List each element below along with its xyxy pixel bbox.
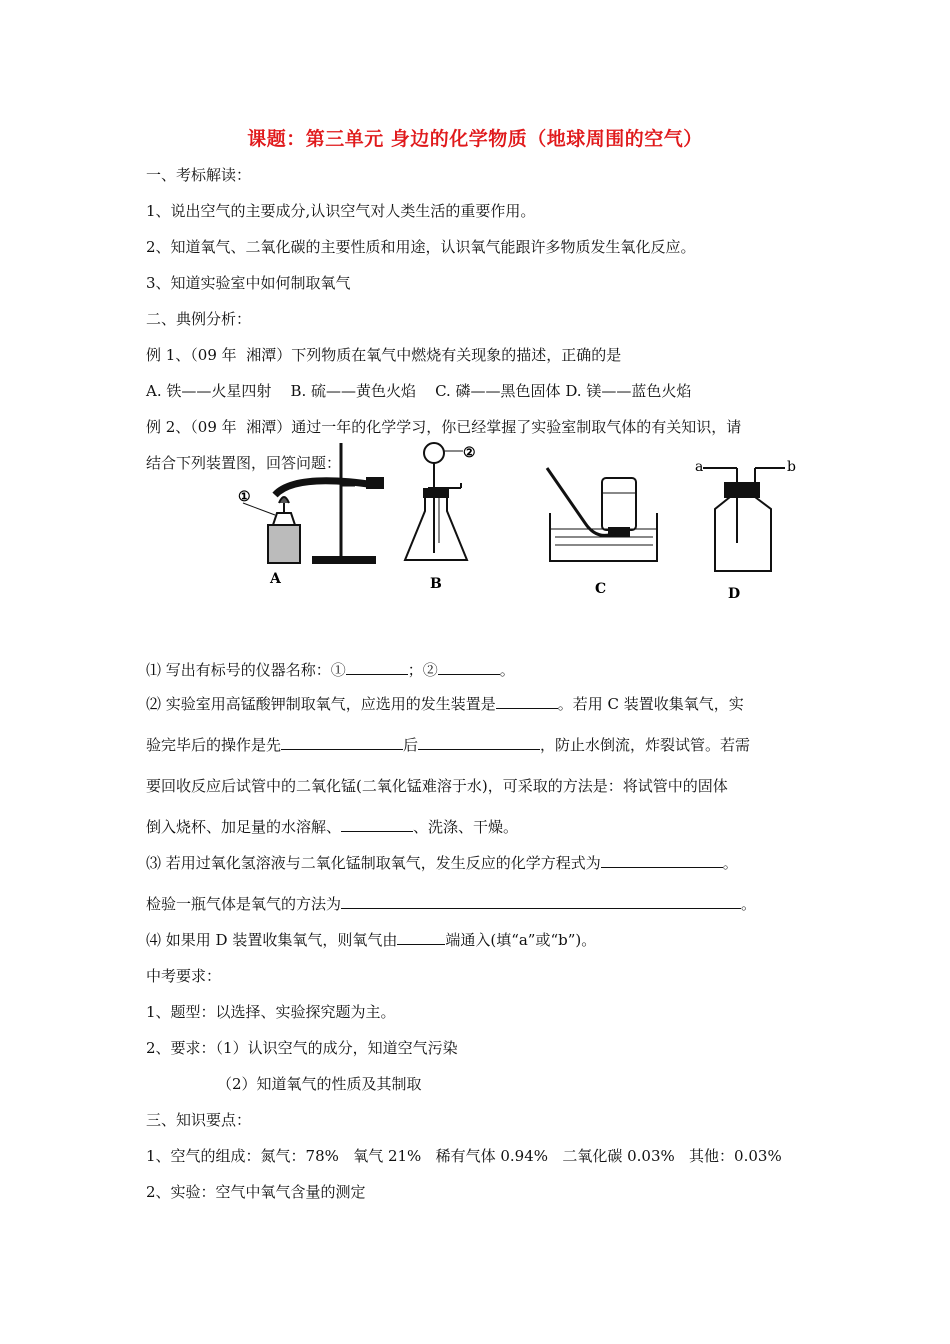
question-2-text: 。若用 C 装置收集氧气，实 [557,695,744,713]
answer-blank[interactable] [281,735,403,750]
answer-blank[interactable] [341,817,413,832]
exam-requirement-2: 2、要求：（1）认识空气的成分，知道空气污染 [146,1039,458,1057]
figure-label-c: C [595,581,607,597]
question-4-text: ⑷ 如果用 D 装置收集氧气，则氧气由 [146,931,398,949]
figure-label-a: A [270,571,281,587]
example-1-options: A. 铁——火星四射 B. 硫——黄色火焰 C. 磷——黑色固体 D. 镁——蓝色火焰 [146,382,692,400]
example-1-question: 例 1、（09 年 湘潭）下列物质在氧气中燃烧有关现象的描述，正确的是 [146,346,622,364]
question-2-line-2 [146,735,750,755]
port-b-label: b [787,459,796,475]
knowledge-point-1: 1、空气的组成：氮气：78% 氧气 21% 稀有气体 0.94% 二氧化碳 0.03% 其他：0.03% [146,1147,782,1165]
answer-blank[interactable] [496,694,558,709]
question-2-line-4 [146,817,518,837]
question-2-text: 验完毕后的操作是先 [146,736,282,754]
question-1-text: ⑴ 写出有标号的仪器名称：① [146,661,346,679]
question-4 [146,930,596,950]
example-2-question-cont: 结合下列装置图，回答问题： [146,454,342,472]
answer-blank[interactable] [346,660,408,675]
apparatus-d-drawing [703,468,785,571]
answer-blank[interactable] [418,735,540,750]
question-3-text: ⑶ 若用过氧化氢溶液与二氧化锰制取氧气，发生反应的化学方程式为 [146,854,601,872]
exam-requirement-1: 1、题型：以选择、实验探究题为主。 [146,1003,396,1021]
apparatus-c-drawing [547,468,657,561]
answer-blank[interactable] [341,894,741,909]
port-a-label: a [695,459,704,475]
apparatus-b-drawing [405,443,467,560]
question-2-text: ⑵ 实验室用高锰酸钾制取氧气，应选用的发生装置是 [146,695,496,713]
question-2-line-3: 要回收反应后试管中的二氧化锰(二氧化锰难溶于水)，可采取的方法是：将试管中的固体 [146,777,728,795]
question-3-text: 检验一瓶气体是氧气的方法为 [146,895,342,913]
question-1 [146,660,515,680]
exam-requirements-heading: 中考要求： [146,967,222,985]
answer-blank[interactable] [601,853,723,868]
question-1-text: ；② [407,661,438,679]
question-1-text: 。 [499,661,515,679]
apparatus-figure [225,433,825,608]
question-4-text: 端通入(填“a”或“b”)。 [445,931,597,949]
exam-requirement-2-sub: （2）知道氧气的性质及其制取 [217,1075,422,1093]
question-2-text: 后 [403,736,419,754]
question-3-line-2 [146,894,756,914]
apparatus-svg [225,433,825,608]
example-2-question: 例 2、（09 年 湘潭）通过一年的化学学习，你已经掌握了实验室制取气体的有关知识，请 [146,418,742,436]
question-3-line-1 [146,853,738,873]
question-3-text: 。 [722,854,738,872]
marker-1-label: ① [238,489,251,505]
standard-item-3: 3、知道实验室中如何制取氧气 [146,274,351,292]
section-heading-3: 三、知识要点： [146,1111,252,1129]
answer-blank[interactable] [438,660,500,675]
apparatus-a-drawing [243,443,383,563]
standard-item-1: 1、说出空气的主要成分,认识空气对人类生活的重要作用。 [146,202,536,220]
figure-label-d: D [728,586,741,602]
marker-2-label: ② [463,445,476,461]
question-2-text: 、洗涤、干燥。 [413,818,519,836]
standard-item-2: 2、知道氧气、二氧化碳的主要性质和用途，认识氧气能跟许多物质发生氧化反应。 [146,238,696,256]
section-heading-2: 二、典例分析： [146,310,252,328]
question-2-line-1 [146,694,744,714]
page-title: 课题：第三单元 身边的化学物质（地球周围的空气） [247,128,703,150]
knowledge-point-2: 2、实验：空气中氧气含量的测定 [146,1183,366,1201]
answer-blank[interactable] [397,930,445,945]
section-heading-1: 一、考标解读： [146,166,252,184]
question-2-text: 倒入烧杯、加足量的水溶解、 [146,818,342,836]
figure-label-b: B [430,576,442,592]
question-2-text: ，防止水倒流，炸裂试管。若需 [540,736,751,754]
question-3-text: 。 [741,895,757,913]
